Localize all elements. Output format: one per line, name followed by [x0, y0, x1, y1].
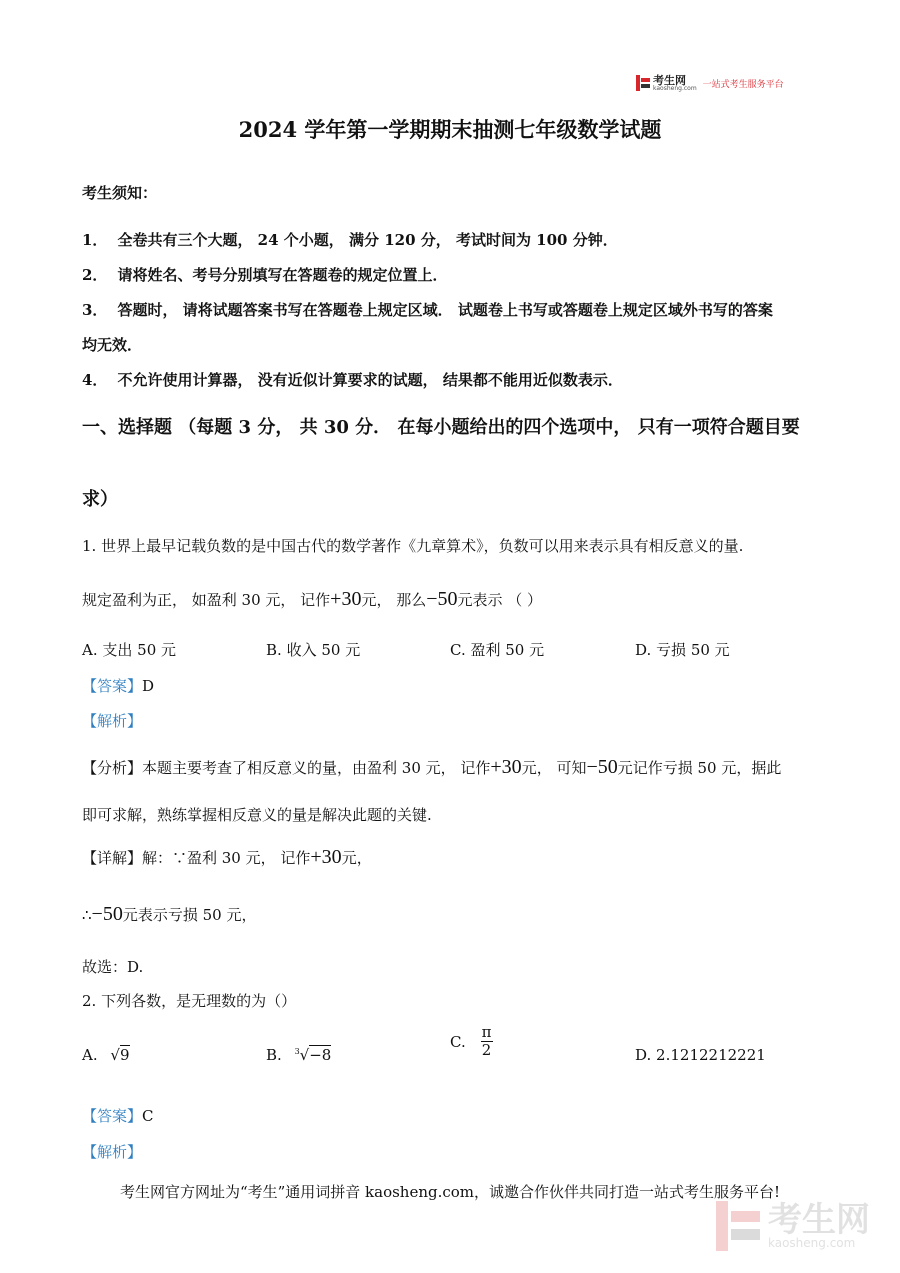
answer-line: [82, 675, 154, 696]
section-heading-cont: 求）: [82, 489, 118, 510]
choose-line: 故选：D.: [82, 958, 144, 976]
answer-tag: 【答案】: [82, 677, 143, 695]
logo-slogan: 一站式考生服务平台: [702, 79, 784, 90]
analysis-tag: 【解析】: [82, 1143, 143, 1161]
detail-line: ∴−50元表示亏损 50 元，: [82, 903, 257, 925]
answer-value: D: [142, 677, 155, 695]
option-a: A. √9: [82, 1046, 130, 1064]
section-heading: 一、选择题 （每题 3 分， 共 30 分． 在每小题给出的四个选项中， 只有一项符合题目要: [82, 417, 800, 438]
notice-num: 1．: [82, 231, 108, 249]
option-c: C. 盈利 50 元: [450, 641, 545, 659]
notice-text: 答题时， 请将试题答案书写在答题卷上规定区域． 试题卷上书写或答题卷上规定区域外书写的答案: [117, 301, 773, 319]
watermark-logo: [716, 1201, 870, 1251]
notice-text: 不允许使用计算器， 没有近似计算要求的试题， 结果都不能用近似数表示．: [117, 371, 623, 389]
answer-line: [82, 1105, 154, 1126]
kaosheng-watermark-icon: [716, 1201, 760, 1251]
notice-heading: 考生须知：: [82, 184, 158, 202]
answer-value: C: [142, 1107, 154, 1125]
option-b: B. $^3$√−8: [266, 1046, 332, 1064]
question-1-stem: 1. 世界上最早记载负数的是中国古代的数学著作《九章算术》，负数可以用来表示具有相反意义的量.: [82, 537, 744, 555]
sqrt-expression: √9: [110, 1046, 130, 1064]
logo-domain: kaosheng.com: [653, 84, 697, 92]
detail-line: 【详解】解：∵盈利 30 元， 记作+30元，: [82, 846, 372, 868]
cube-root-expression: $^3$√−8: [294, 1046, 332, 1064]
math-plus-30: +30: [330, 588, 362, 610]
question-2-stem: 2. 下列各数，是无理数的为（）: [82, 992, 297, 1010]
notice-num: 4．: [82, 371, 108, 389]
option-d: D. 亏损 50 元: [635, 641, 730, 659]
option-c: C. $\frac{\pi}{2}$: [450, 1023, 492, 1060]
math-minus-50: −50: [426, 588, 458, 610]
page-title: 2024 学年第一学期期末抽测七年级数学试题: [238, 117, 662, 142]
answer-tag: 【答案】: [82, 1107, 143, 1125]
option-d: D. 2.1212212221: [635, 1046, 766, 1064]
logo-name: 考生网: [653, 73, 686, 87]
analysis-tag: 【解析】: [82, 712, 143, 730]
analysis-line: 即可求解，熟练掌握相反意义的量是解决此题的关键.: [82, 806, 432, 824]
notice-item: [82, 264, 447, 285]
footer-text: 考生网官方网址为“考生”通用词拼音 kaosheng.com，诚邀合作伙伴共同打造一站式考生服务平台!: [119, 1183, 781, 1201]
watermark-name: 考生网: [768, 1200, 870, 1240]
fraction-pi-over-2: $\frac{\pi}{2}$: [481, 1023, 492, 1060]
notice-num: 3．: [82, 301, 108, 319]
notice-text: 全卷共有三个大题， 24 个小题， 满分 120 分， 考试时间为 100 分钟．: [117, 231, 618, 249]
option-b: B. 收入 50 元: [266, 641, 361, 659]
notice-item: [82, 369, 623, 390]
header-logo: [636, 74, 784, 92]
notice-num: 2．: [82, 266, 108, 284]
option-a: A. 支出 50 元: [82, 641, 177, 659]
notice-item: [82, 229, 618, 250]
notice-text: 请将姓名、考号分别填写在答题卷的规定位置上．: [117, 266, 448, 284]
notice-item: [82, 299, 773, 320]
question-1-stem-cont: 规定盈利为正， 如盈利 30 元， 记作+30元， 那么−50元表示 （ ）: [82, 588, 543, 610]
watermark-domain: kaosheng.com: [768, 1236, 856, 1250]
kaosheng-logo-icon: [636, 75, 650, 91]
analysis-line: 【分析】本题主要考查了相反意义的量，由盈利 30 元， 记作+30元， 可知−50元记作亏损 50 元，据此: [82, 756, 782, 778]
notice-item-continuation: 均无效．: [82, 336, 143, 354]
